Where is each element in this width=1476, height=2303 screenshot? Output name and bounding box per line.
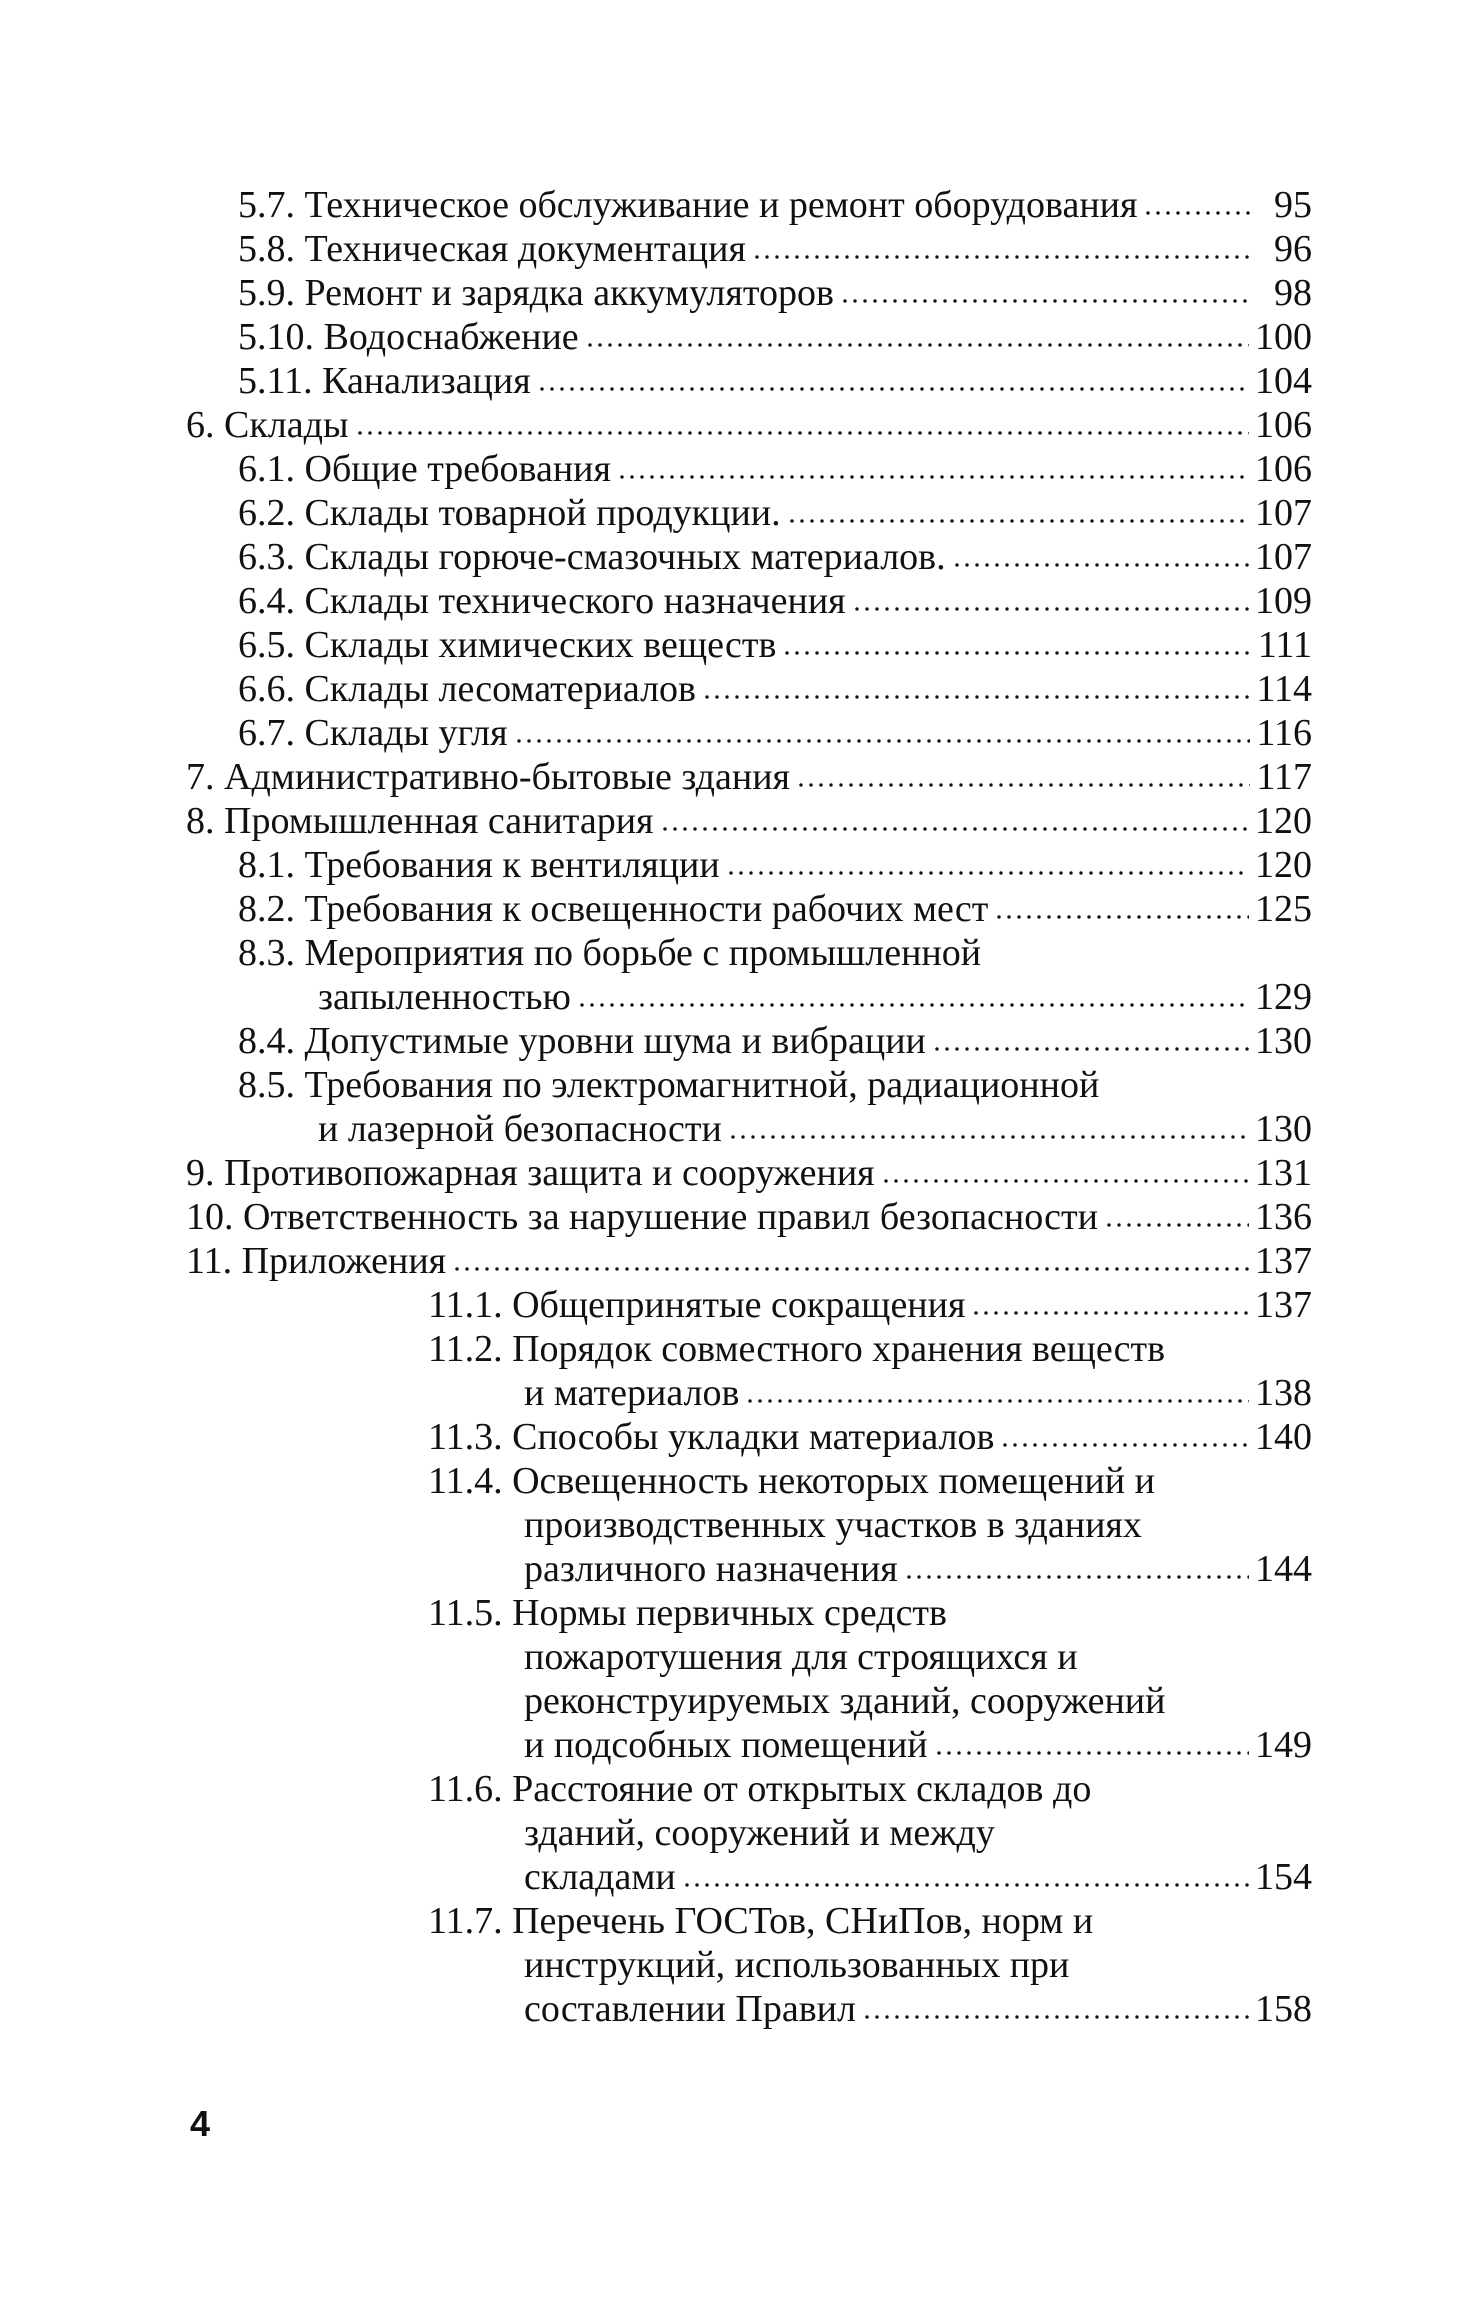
dot-leader (852, 607, 1249, 611)
entry-page: 98 (1274, 272, 1312, 314)
entry-title-line: Освещенность некоторых помещений и (512, 1460, 1155, 1502)
dot-leader (452, 1267, 1249, 1271)
dot-leader (881, 1179, 1249, 1183)
entry-page: 140 (1255, 1416, 1312, 1458)
toc-entry-11-5-cont (524, 1723, 1312, 1767)
dot-leader (932, 1047, 1249, 1051)
dot-leader (796, 783, 1250, 787)
entry-title-line: Требования по электромагнитной, радиационной (304, 1064, 1100, 1106)
toc-entry-11-2 (428, 1327, 1312, 1371)
entry-number: 11.7. (428, 1900, 503, 1942)
dot-leader (355, 431, 1249, 435)
entry-title-line: различного назначения (524, 1548, 898, 1590)
entry-title-line: запыленностью (318, 976, 571, 1018)
entry-number: 6.2. (238, 492, 295, 534)
dot-leader (971, 1311, 1249, 1315)
dot-leader (682, 1883, 1249, 1887)
entry-title: Требования к вентиляции (304, 844, 720, 886)
dot-leader (787, 519, 1249, 523)
entry-page: 136 (1255, 1196, 1312, 1238)
toc-entry-6-1 (238, 447, 1312, 491)
toc-entry-6-5 (238, 623, 1312, 667)
entry-title: Склады технического назначения (304, 580, 846, 622)
toc-entry-8-5-cont (318, 1107, 1312, 1151)
toc-entry-11-4-cont (524, 1503, 1312, 1547)
entry-page: 120 (1255, 844, 1312, 886)
toc-entry-11-6-cont (524, 1811, 1312, 1855)
toc-entry-8 (186, 799, 1312, 843)
entry-number: 6.1. (238, 448, 295, 490)
entry-number: 6.5. (238, 624, 295, 666)
entry-page: 120 (1255, 800, 1312, 842)
toc-entry-8-2 (238, 887, 1312, 931)
entry-title-line: и лазерной безопасности (318, 1108, 722, 1150)
toc-entry-8-5 (238, 1063, 1312, 1107)
entry-page: 107 (1255, 492, 1312, 534)
entry-number: 11.5. (428, 1592, 503, 1634)
entry-title: Ответственность за нарушение правил безопасности (243, 1196, 1098, 1238)
dot-leader (1143, 211, 1250, 215)
toc-entry-6-3 (238, 535, 1312, 579)
entry-title-line: производственных участков в зданиях (524, 1504, 1142, 1546)
toc-entry-5-7 (238, 183, 1312, 227)
dot-leader (862, 2015, 1249, 2019)
toc-entry-11-2-cont (524, 1371, 1312, 1415)
entry-page: 158 (1255, 1988, 1312, 2030)
entry-page: 117 (1256, 756, 1312, 798)
entry-number: 11.3. (428, 1416, 503, 1458)
toc-entry-11-7 (428, 1899, 1312, 1943)
toc-entry-6-6 (238, 667, 1312, 711)
dot-leader (994, 915, 1249, 919)
dot-leader (1000, 1443, 1249, 1447)
dot-leader (577, 1003, 1249, 1007)
dot-leader (840, 299, 1250, 303)
entry-page: 125 (1255, 888, 1312, 930)
toc-entry-5-11 (238, 359, 1312, 403)
toc-entry-10 (186, 1195, 1312, 1239)
entry-title: Промышленная санитария (224, 800, 654, 842)
entry-title: Способы укладки материалов (512, 1416, 995, 1458)
dot-leader (745, 1399, 1249, 1403)
page-number: 4 (190, 2103, 211, 2144)
entry-page: 138 (1255, 1372, 1312, 1414)
toc-entry-11-4-cont (524, 1547, 1312, 1591)
entry-number: 8.1. (238, 844, 295, 886)
entry-number: 5.8. (238, 228, 295, 270)
toc-entry-8-1 (238, 843, 1312, 887)
entry-title: Канализация (322, 360, 531, 402)
toc-entry-11-1 (428, 1283, 1312, 1327)
entry-title-line: Расстояние от открытых складов до (512, 1768, 1092, 1810)
dot-leader (782, 651, 1250, 655)
toc-entry-5-8 (238, 227, 1312, 271)
dot-leader (726, 871, 1249, 875)
entry-page: 116 (1256, 712, 1312, 754)
entry-page: 130 (1255, 1108, 1312, 1150)
entry-number: 6.3. (238, 536, 295, 578)
entry-title: Противопожарная защита и сооружения (224, 1152, 875, 1194)
entry-page: 149 (1255, 1724, 1312, 1766)
entry-page: 109 (1255, 580, 1312, 622)
dot-leader (537, 387, 1249, 391)
entry-page: 131 (1255, 1152, 1312, 1194)
toc-entry-5-10 (238, 315, 1312, 359)
entry-title-line: зданий, сооружений и между (524, 1812, 995, 1854)
entry-number: 8.2. (238, 888, 295, 930)
entry-number: 8.5. (238, 1064, 295, 1106)
entry-number: 8.3. (238, 932, 295, 974)
toc-entry-11-7-cont (524, 1943, 1312, 1987)
entry-title: Склады угля (304, 712, 508, 754)
entry-number: 7. (186, 756, 215, 798)
entry-number: 10. (186, 1196, 234, 1238)
entry-title-line: Нормы первичных средств (512, 1592, 947, 1634)
toc-entry-8-4 (238, 1019, 1312, 1063)
dot-leader (952, 563, 1249, 567)
entry-number: 6.6. (238, 668, 295, 710)
dot-leader (752, 255, 1250, 259)
toc-entry-11-4 (428, 1459, 1312, 1503)
entry-number: 5.10. (238, 316, 314, 358)
dot-leader (702, 695, 1250, 699)
entry-page: 130 (1255, 1020, 1312, 1062)
entry-title-line: Перечень ГОСТов, СНиПов, норм и (512, 1900, 1094, 1942)
toc-entry-7 (186, 755, 1312, 799)
toc-entry-8-3-cont (318, 975, 1312, 1019)
entry-page: 100 (1255, 316, 1312, 358)
toc-entry-6-4 (238, 579, 1312, 623)
entry-number: 8.4. (238, 1020, 295, 1062)
entry-page: 137 (1255, 1240, 1312, 1282)
entry-title: Склады химических веществ (304, 624, 777, 666)
entry-page: 129 (1255, 976, 1312, 1018)
entry-title-line: и материалов (524, 1372, 740, 1414)
entry-page: 137 (1255, 1284, 1312, 1326)
dot-leader (904, 1575, 1249, 1579)
toc-entry-11 (186, 1239, 1312, 1283)
dot-leader (514, 739, 1250, 743)
entry-number: 5.9. (238, 272, 295, 314)
toc-entry-11-5-cont (524, 1679, 1312, 1723)
entry-title-line: составлении Правил (524, 1988, 856, 2030)
toc-entry-11-3 (428, 1415, 1312, 1459)
entry-page: 154 (1255, 1856, 1312, 1898)
entry-title: Техническая документация (304, 228, 746, 270)
entry-number: 11.1. (428, 1284, 503, 1326)
toc-entry-11-6-cont (524, 1855, 1312, 1899)
toc-entry-11-7-cont (524, 1987, 1312, 2031)
dot-leader (617, 475, 1249, 479)
entry-title: Общие требования (304, 448, 611, 490)
entry-title-line: и подсобных помещений (524, 1724, 928, 1766)
toc-entry-11-6 (428, 1767, 1312, 1811)
entry-number: 6. (186, 404, 215, 446)
entry-title-line: Мероприятия по борьбе с промышленной (304, 932, 982, 974)
entry-title: Техническое обслуживание и ремонт оборудования (304, 184, 1138, 226)
entry-page: 107 (1255, 536, 1312, 578)
entry-title: Приложения (241, 1240, 447, 1282)
entry-number: 11.6. (428, 1768, 503, 1810)
entry-title-line: Порядок совместного хранения веществ (512, 1328, 1166, 1370)
toc-entry-5-9 (238, 271, 1312, 315)
entry-number: 11.2. (428, 1328, 503, 1370)
entry-page: 104 (1255, 360, 1312, 402)
toc-entry-11-5 (428, 1591, 1312, 1635)
entry-title-line: складами (524, 1856, 676, 1898)
dot-leader (934, 1751, 1249, 1755)
entry-title: Административно-бытовые здания (224, 756, 791, 798)
dot-leader (585, 343, 1249, 347)
entry-number: 9. (186, 1152, 215, 1194)
entry-number: 6.4. (238, 580, 295, 622)
toc-entry-6-2 (238, 491, 1312, 535)
entry-number: 5.11. (238, 360, 313, 402)
entry-page: 106 (1255, 404, 1312, 446)
toc-entry-6-7 (238, 711, 1312, 755)
entry-title: Склады товарной продукции. (304, 492, 781, 534)
dot-leader (660, 827, 1249, 831)
toc-entry-9 (186, 1151, 1312, 1195)
entry-page: 144 (1255, 1548, 1312, 1590)
toc-entry-11-5-cont (524, 1635, 1312, 1679)
entry-title: Склады (224, 404, 349, 446)
entry-number: 5.7. (238, 184, 295, 226)
entry-title: Ремонт и зарядка аккумуляторов (304, 272, 834, 314)
entry-number: 6.7. (238, 712, 295, 754)
entry-number: 11. (186, 1240, 233, 1282)
dot-leader (728, 1135, 1249, 1139)
entry-title: Допустимые уровни шума и вибрации (304, 1020, 926, 1062)
entry-title: Общепринятые сокращения (512, 1284, 966, 1326)
entry-page: 114 (1256, 668, 1312, 710)
entry-page: 96 (1274, 228, 1312, 270)
dot-leader (1104, 1223, 1249, 1227)
entry-page: 111 (1257, 624, 1312, 666)
entry-title: Склады горюче-смазочных материалов. (304, 536, 946, 578)
entry-title: Водоснабжение (323, 316, 579, 358)
entry-title: Требования к освещенности рабочих мест (304, 888, 989, 930)
entry-page: 95 (1274, 184, 1312, 226)
entry-title-line: реконструируемых зданий, сооружений (524, 1680, 1166, 1722)
entry-title: Склады лесоматериалов (304, 668, 697, 710)
entry-page: 106 (1255, 448, 1312, 490)
entry-title-line: инструкций, использованных при (524, 1944, 1070, 1986)
entry-number: 8. (186, 800, 215, 842)
entry-title-line: пожаротушения для строящихся и (524, 1636, 1078, 1678)
entry-number: 11.4. (428, 1460, 503, 1502)
toc-entry-6 (186, 403, 1312, 447)
toc-entry-8-3 (238, 931, 1312, 975)
